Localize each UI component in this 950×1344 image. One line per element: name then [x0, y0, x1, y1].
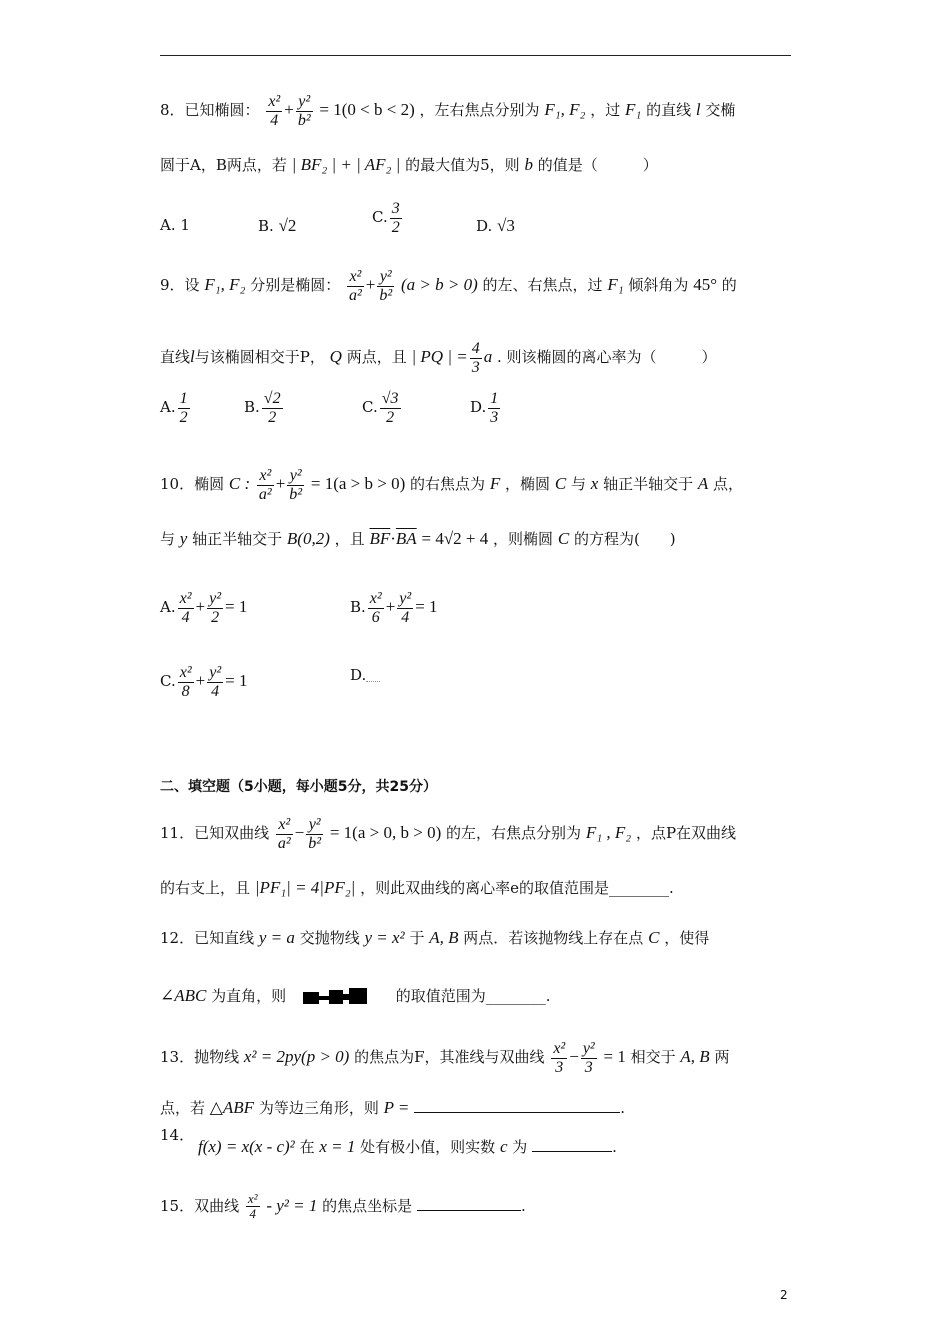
option-a[interactable]: A. $\frac{\text{x²}}{4}$ + $\frac{\text{y²}}{2}$ = 1 [160, 590, 248, 626]
option-label: B. [258, 217, 274, 235]
option-a[interactable] [160, 216, 190, 234]
q10-text: 轴正半轴交于 [192, 530, 283, 548]
fraction: $\frac{4}{3}$ [471, 340, 480, 376]
option-b[interactable] [258, 216, 296, 236]
q14-c: c [499, 1137, 508, 1156]
q10-x: x [590, 474, 599, 494]
option-eq: = 1 [225, 597, 248, 617]
q9-text: 两点，且 [346, 348, 407, 367]
answer-blank[interactable] [414, 1100, 620, 1113]
option-value: √2 [278, 216, 297, 235]
q8-stem: 8．已知椭圆： [160, 101, 260, 120]
q10-vector-ba: $\overline{BA}$ [395, 529, 417, 548]
fraction: $\frac{\text{x²}}{8}$ [179, 664, 192, 700]
q8-l: l [695, 100, 701, 120]
option-label: C. [372, 208, 388, 227]
q8-text: ，左右焦点分别为 [419, 101, 540, 120]
q12-points: A, B [429, 928, 459, 947]
q9-angle: 45° [693, 275, 717, 295]
q8-f1: F₁ [625, 100, 642, 120]
q13-text: . [620, 1099, 625, 1117]
q14-x: x = 1 [319, 1137, 356, 1156]
q9-q: Q [329, 347, 342, 367]
q14-number: 14． [160, 1126, 195, 1144]
q10-text: ，椭圆 [505, 475, 551, 494]
q13-text: 两 [714, 1048, 730, 1067]
option-label: A. 1 [160, 216, 190, 234]
q8-text: 的最大值为5，则 [405, 156, 520, 174]
fraction: $\frac{\text{x²}}{4}$ [247, 1191, 258, 1222]
q10-text: 10．椭圆 [160, 475, 225, 494]
q13-parabola: x² = 2py(p > 0) [243, 1047, 350, 1067]
fraction: $\frac{\text{x²}}{3}$ [553, 1040, 566, 1076]
fraction: $\frac{\text{x²}}{4}$ [268, 93, 281, 129]
answer-blank[interactable] [532, 1139, 612, 1152]
fraction: $\frac{\text{y²}}{4}$ [209, 664, 222, 700]
q9-condition: (a > b > 0) [400, 275, 478, 295]
fraction: $\frac{\text{x²}}{\text{a²}}$ [277, 816, 291, 852]
option-label: D. [470, 398, 487, 417]
q9-text: 直线 [160, 348, 191, 367]
answer-blank[interactable] [417, 1198, 521, 1211]
q9-text: 分别是椭圆： [250, 276, 341, 295]
q11-text: ，则此双曲线的离心率e的取值范围是________. [360, 879, 674, 897]
q14-text: 在 [299, 1138, 315, 1156]
fraction: $\frac{1}{3}$ [490, 390, 499, 426]
q10-c: C [554, 474, 567, 494]
q12-text: ，使得 [664, 929, 710, 947]
fraction: $\frac{√3}{2}$ [381, 390, 399, 426]
q9-pq: | PQ | = [411, 347, 468, 367]
q10-text: 的方程为( ) [573, 530, 676, 548]
q13-points: A, B [680, 1047, 710, 1067]
q10-text: 点， [713, 475, 744, 494]
fraction: $\frac{\text{y²}}{3}$ [582, 1040, 595, 1076]
q10-c-label: C : [228, 474, 251, 494]
q8-abs-expr: | BF₂ | + | AF₂ | [291, 155, 401, 174]
broken-image-icon [366, 671, 380, 682]
q11-condition: |PF₁| = 4|PF₂| [254, 878, 356, 897]
q15-text: 15．双曲线 [160, 1196, 240, 1215]
q13-hyperbola-eq: = 1 [603, 1047, 626, 1067]
q9-text: 的左、右焦点，过 [482, 276, 603, 295]
q14-text: 处有极小值，则实数 [360, 1138, 496, 1156]
q12-text: 于 [409, 929, 425, 947]
q10-c: C [557, 529, 570, 548]
q10-f: F [489, 474, 501, 494]
q12-text: 交抛物线 [299, 929, 360, 947]
section-heading: 二、填空题（5小题，每小题5分，共25分） [160, 779, 437, 795]
q8-text: 圆于A，B两点，若 [160, 156, 287, 174]
q10-text: 的右焦点为 [410, 475, 486, 494]
fraction: $\frac{\text{x²}}{6}$ [369, 590, 382, 626]
q10-b-point: B(0,2) [286, 529, 330, 548]
q11-text: 的左，右焦点分别为 [446, 824, 582, 843]
q13-text: 的焦点为F，其准线与双曲线 [354, 1048, 545, 1067]
fraction: $\frac{\text{x²}}{\text{a²}}$ [349, 268, 362, 304]
fraction: $\frac{\text{y²}}{\text{b²}}$ [308, 816, 322, 852]
option-label: D. [476, 217, 493, 235]
fraction: $\frac{\text{x²}}{4}$ [179, 590, 192, 626]
q13-triangle: △ABF [209, 1098, 255, 1117]
q8-equation: = 1(0 < b < 2) [319, 100, 415, 120]
q10-text: 与 [570, 475, 586, 494]
q9-foci: F₁, F₂ [204, 275, 246, 295]
q10-vector-bf: $\overline{BF}$ [369, 529, 391, 548]
q15-text: . [520, 1196, 526, 1215]
q8-text: 的值是（ ） [537, 156, 658, 174]
option-c[interactable] [362, 390, 403, 426]
option-b[interactable] [244, 390, 285, 426]
q10-text: 轴正半轴交于 [603, 475, 694, 494]
q9-l: l [190, 347, 195, 367]
option-a[interactable] [160, 390, 192, 426]
q14-text: 为 [512, 1138, 528, 1156]
top-rule [160, 55, 791, 56]
q13-text: 13．抛物线 [160, 1048, 240, 1067]
fraction: $\frac{\text{y²}}{\text{b²}}$ [379, 268, 393, 304]
redacted-image [303, 988, 369, 1006]
page-number: 2 [780, 1288, 788, 1302]
q12-text: 两点．若该抛物线上存在点 [463, 929, 644, 947]
q14-text: . [612, 1138, 617, 1156]
q12-c: C [648, 928, 660, 947]
option-eq: = 1 [225, 671, 248, 691]
q8-b: b [524, 155, 533, 174]
q13-text: 相交于 [630, 1048, 676, 1067]
q8-text: 交椭 [705, 101, 736, 120]
q12-text: 为直角，则 [211, 987, 287, 1005]
q11-text: ，点P在双曲线 [635, 824, 737, 843]
q10-y: y [179, 529, 188, 548]
q8-text: 的直线 [646, 101, 692, 120]
q12-text: 12．已知直线 [160, 929, 255, 947]
q13-p: P = [383, 1098, 410, 1117]
q14-function: f(x) = x(x - c)² [198, 1137, 295, 1156]
fraction: $\frac{\text{y²}}{\text{b²}}$ [289, 467, 303, 503]
q9-text: 的 [721, 276, 737, 295]
fraction: $\frac{\text{y²}}{2}$ [209, 590, 222, 626]
q10-a: A [697, 474, 709, 494]
option-label: C. [362, 398, 378, 417]
q11-text: 的右支上，且 [160, 879, 251, 897]
q11-text: 11．已知双曲线 [160, 824, 270, 843]
q12-angle: ∠ABC [160, 986, 207, 1005]
option-label: C. [160, 672, 176, 691]
option-d[interactable] [470, 390, 502, 426]
q13-text: 点，若 [160, 1099, 206, 1117]
q9-f1: F₁ [607, 275, 624, 295]
option-b[interactable]: B. $\frac{\text{x²}}{6}$ + $\frac{\text{y²}}{4}$ = 1 [350, 590, 438, 626]
option-c[interactable]: C. $\frac{\text{x²}}{8}$ + $\frac{\text{y²}}{4}$ = 1 [160, 664, 248, 700]
q15-text: 的焦点坐标是 [322, 1196, 413, 1215]
q9-text: 与该椭圆相交于P， [194, 348, 325, 367]
q10-text: ，则椭圆 [493, 530, 554, 548]
option-label: B. [350, 598, 366, 617]
q9-text: . 则该椭圆的离心率为（ ） [497, 348, 717, 367]
option-d[interactable] [476, 216, 515, 236]
fraction: $\frac{√2}{2}$ [263, 390, 281, 426]
fraction: $\frac{\text{y²}}{\text{b²}}$ [297, 93, 311, 129]
q10-text: ，且 [334, 530, 365, 548]
q11-foci: F₁ , F₂ [585, 823, 632, 843]
option-eq: = 1 [415, 597, 438, 617]
option-label: D. [350, 666, 367, 684]
option-label: A. [160, 598, 176, 617]
q10-equation: = 1(a > b > 0) [310, 474, 406, 494]
option-c[interactable] [372, 200, 404, 236]
q11-equation: = 1(a > 0, b > 0) [329, 823, 442, 843]
q12-parabola: y = x² [364, 928, 405, 947]
q9-text: 9．设 [160, 276, 200, 295]
option-label: A. [160, 398, 176, 417]
fraction: $\frac{1}{2}$ [179, 390, 188, 426]
q12-line: y = a [258, 928, 295, 947]
option-d[interactable] [350, 666, 380, 684]
fraction: $\frac{\text{x²}}{\text{a²}}$ [258, 467, 272, 503]
q8-foci: F₁, F₂ [544, 100, 586, 120]
q8-text: ，过 [590, 101, 621, 120]
q15-equation: - y² = 1 [266, 1195, 318, 1215]
q10-dot-product: = 4√2 + 4 [421, 529, 489, 548]
fraction: $\frac{3}{2}$ [391, 200, 400, 236]
q10-text: 与 [160, 530, 176, 548]
fraction: $\frac{\text{y²}}{4}$ [399, 590, 412, 626]
q9-text: 倾斜角为 [628, 276, 689, 295]
q12-text: 的取值范围为________. [395, 987, 551, 1005]
q13-text: 为等边三角形，则 [258, 1099, 379, 1117]
option-label: B. [244, 398, 260, 417]
option-value: √3 [497, 216, 515, 235]
q9-a: a [483, 347, 493, 367]
